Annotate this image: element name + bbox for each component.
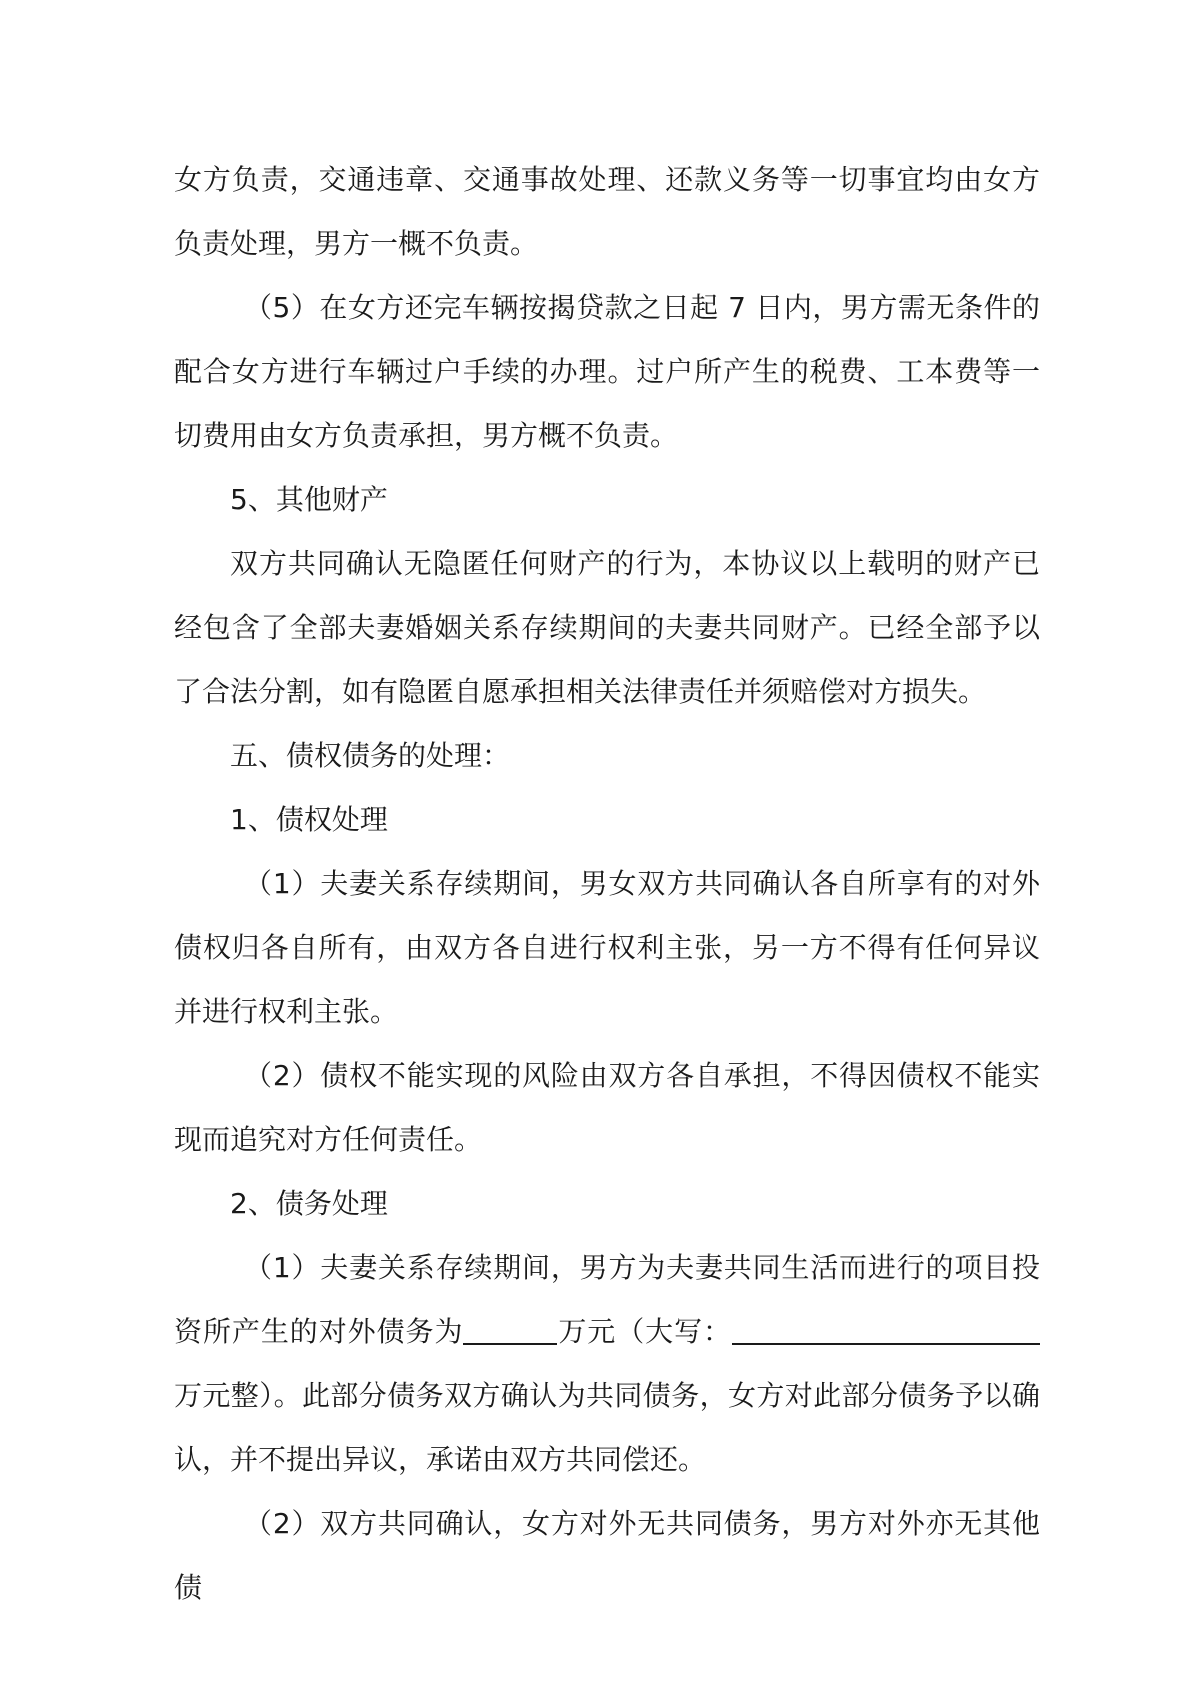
paragraph-debt-1	[174, 1236, 1040, 1492]
paragraph-debt-2: （2）双方共同确认，女方对外无共同债务，男方对外亦无其他债	[174, 1507, 1040, 1604]
section-heading-debts: 五、债权债务的处理：	[230, 739, 511, 772]
paragraph-claims-2: （2）债权不能实现的风险由双方各自承担，不得因债权不能实现而追究对方任何责任。	[174, 1059, 1040, 1156]
paragraph-clause-5: （5）在女方还完车辆按揭贷款之日起 7 日内，男方需无条件的配合女方进行车辆过户手续的办理。过户所产生的税费、工本费等一切费用由女方负责承担，男方概不负责。	[174, 291, 1040, 452]
section-heading-debt-handling: 2、债务处理	[230, 1187, 388, 1220]
paragraph-property-confirmation: 双方共同确认无隐匿任何财产的行为，本协议以上载明的财产已经包含了全部夫妻婚姻关系存续期间的夫妻共同财产。已经全部予以了合法分割，如有隐匿自愿承担相关法律责任并须赔偿对方损失。	[174, 547, 1040, 708]
amount-uppercase-blank	[732, 1313, 1040, 1345]
section-heading-other-property: 5、其他财产	[230, 483, 388, 516]
section-heading-claims: 1、债权处理	[230, 803, 388, 836]
paragraph-continuation: 女方负责，交通违章、交通事故处理、还款义务等一切事宜均由女方负责处理，男方一概不负责。	[174, 163, 1040, 260]
debt-text-part1: （1）夫妻关系存续期间，男方为夫妻共同生活而进行的项目投资所产生的对外债务为	[174, 1251, 1040, 1348]
debt-text-part2: 万元（大写：	[557, 1315, 732, 1348]
paragraph-claims-1: （1）夫妻关系存续期间，男女双方共同确认各自所享有的对外债权归各自所有，由双方各自进行权利主张，另一方不得有任何异议并进行权利主张。	[174, 867, 1040, 1028]
document-body	[174, 148, 1040, 1620]
debt-text-part3: 万元整）。此部分债务双方确认为共同债务，女方对此部分债务予以确认，并不提出异议，承诺由双方共同偿还。	[174, 1379, 1040, 1476]
amount-blank	[463, 1313, 557, 1345]
